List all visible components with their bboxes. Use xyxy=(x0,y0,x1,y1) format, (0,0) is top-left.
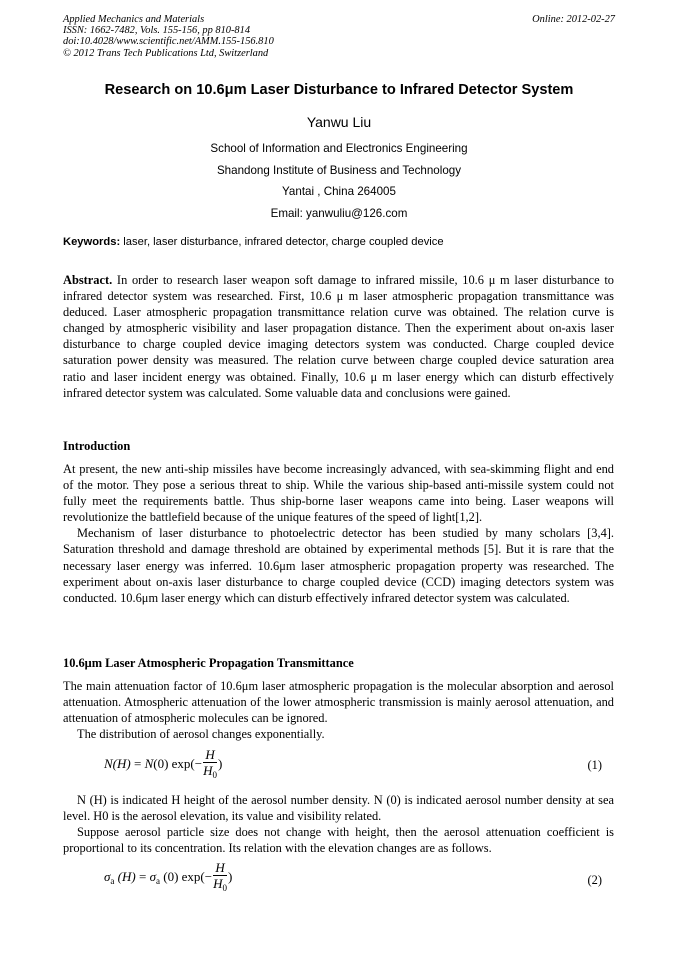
introduction-heading: Introduction xyxy=(63,439,131,453)
keywords-text: laser, laser disturbance, infrared detector, charge coupled device xyxy=(120,236,444,248)
affiliation-email: Email: yanwuliu@126.com xyxy=(270,206,408,220)
introduction-paragraph-2: Mechanism of laser disturbance to photoelectric detector has been studied by many scholars [3,4]. Saturation threshold and damage threshold are obtained by experimental methods [5]. But it is rare that the necessary laser energy was inferred. 10.6μm laser atmospheric propagation property was researched. The experiment about on-axis laser disturbance to charge coupled device (CCD) imaging detectors system was conducted. 10.6μm laser energy which can disturb effectively infrared detector system was calculated. xyxy=(63,526,614,605)
affiliation-institute: Shandong Institute of Business and Technology xyxy=(216,163,462,177)
section-paragraph-3: N (H) is indicated H height of the aerosol number density. N (0) is indicated aerosol number density at sea level. H0 is the aerosol elevation, its value and visibility related. xyxy=(63,793,614,824)
introduction-paragraph-1: At present, the new anti-ship missiles have become increasingly advanced, with sea-skimming flight and end of the motor. They pose a serious threat to ship. While the various ship-based anti-missile system could not fully meet the requirements battle. Thus ship-borne laser weapons came into being. Laser weapons will revolutionize the battlefield because of the unique features of the speed of light[1,2]. xyxy=(63,462,614,525)
author-name: Yanwu Liu xyxy=(306,114,372,130)
section-paragraph-1: The main attenuation factor of 10.6μm laser atmospheric propagation is the molecular absorption and aerosol attenuation. Atmospheric attenuation of the lower atmospheric transmission is mainly aerosol attenuation, and attenuation of atmospheric molecules can be ignored. xyxy=(63,679,614,726)
section-heading-transmittance: 10.6μm Laser Atmospheric Propagation Transmittance xyxy=(63,656,354,670)
section-paragraph-4: Suppose aerosol particle size does not change with height, then the aerosol attenuation coefficient is proportional to its concentration. Its relation with the elevation changes are as follows. xyxy=(63,825,614,856)
keywords-label: Keywords: xyxy=(63,236,121,248)
introduction-body xyxy=(63,461,614,606)
affiliation-location: Yantai , China 264005 xyxy=(282,185,396,198)
online-date: Online: 2012-02-27 xyxy=(532,14,615,25)
journal-name: Applied Mechanics and Materials xyxy=(63,14,205,25)
copyright-line: © 2012 Trans Tech Publications Ltd, Switzerland xyxy=(63,47,269,59)
abstract-label: Abstract. xyxy=(63,273,113,287)
section-body-1 xyxy=(63,678,614,742)
keywords xyxy=(63,236,615,248)
section-body-2 xyxy=(63,792,614,856)
equation-2-number: (2) xyxy=(587,873,602,887)
doi-line: doi:10.4028/www.scientific.net/AMM.155-156.810 xyxy=(63,36,274,48)
equation-1-number: (1) xyxy=(587,758,602,772)
paper-title: Research on 10.6μm Laser Disturbance to Infrared Detector System xyxy=(104,82,574,98)
journal-header xyxy=(63,14,274,59)
issn-line: ISSN: 1662-7482, Vols. 155-156, pp 810-814 xyxy=(63,25,251,37)
section-paragraph-2: The distribution of aerosol changes exponentially. xyxy=(77,727,325,742)
abstract-text: In order to research laser weapon soft damage to infrared missile, 10.6 μ m laser disturbance to infrared detector system was researched. First, 10.6 μ m laser atmospheric propagation transmittance was deduced. Laser atmospheric propagation transmittance relation curve was obtained. The relation curve is changed by atmospheric visibility and laser propagation distance. Then the experiment about on-axis laser disturbance to charge coupled device imaging detectors system was conducted. Charge coupled device saturation power density was measured. The relation curve between charge coupled device saturation area ratio and laser incident energy was obtained. Finally, 10.6 μ m laser energy which can disturb effectively infrared detector system was calculated. Some valuable data and conclusions were gained. xyxy=(63,273,614,400)
equation-1: N(H) = N(0) exp(− $\frac{H}{H_0}$ ) xyxy=(104,747,223,780)
affiliation xyxy=(0,138,678,224)
abstract xyxy=(63,272,614,401)
equation-2: $\sigma_a$ $(H) = \sigma_a$ (0) exp(− $\frac{H}{H_0}$ ) xyxy=(104,860,233,893)
affiliation-school: School of Information and Electronics Engineering xyxy=(210,142,468,155)
